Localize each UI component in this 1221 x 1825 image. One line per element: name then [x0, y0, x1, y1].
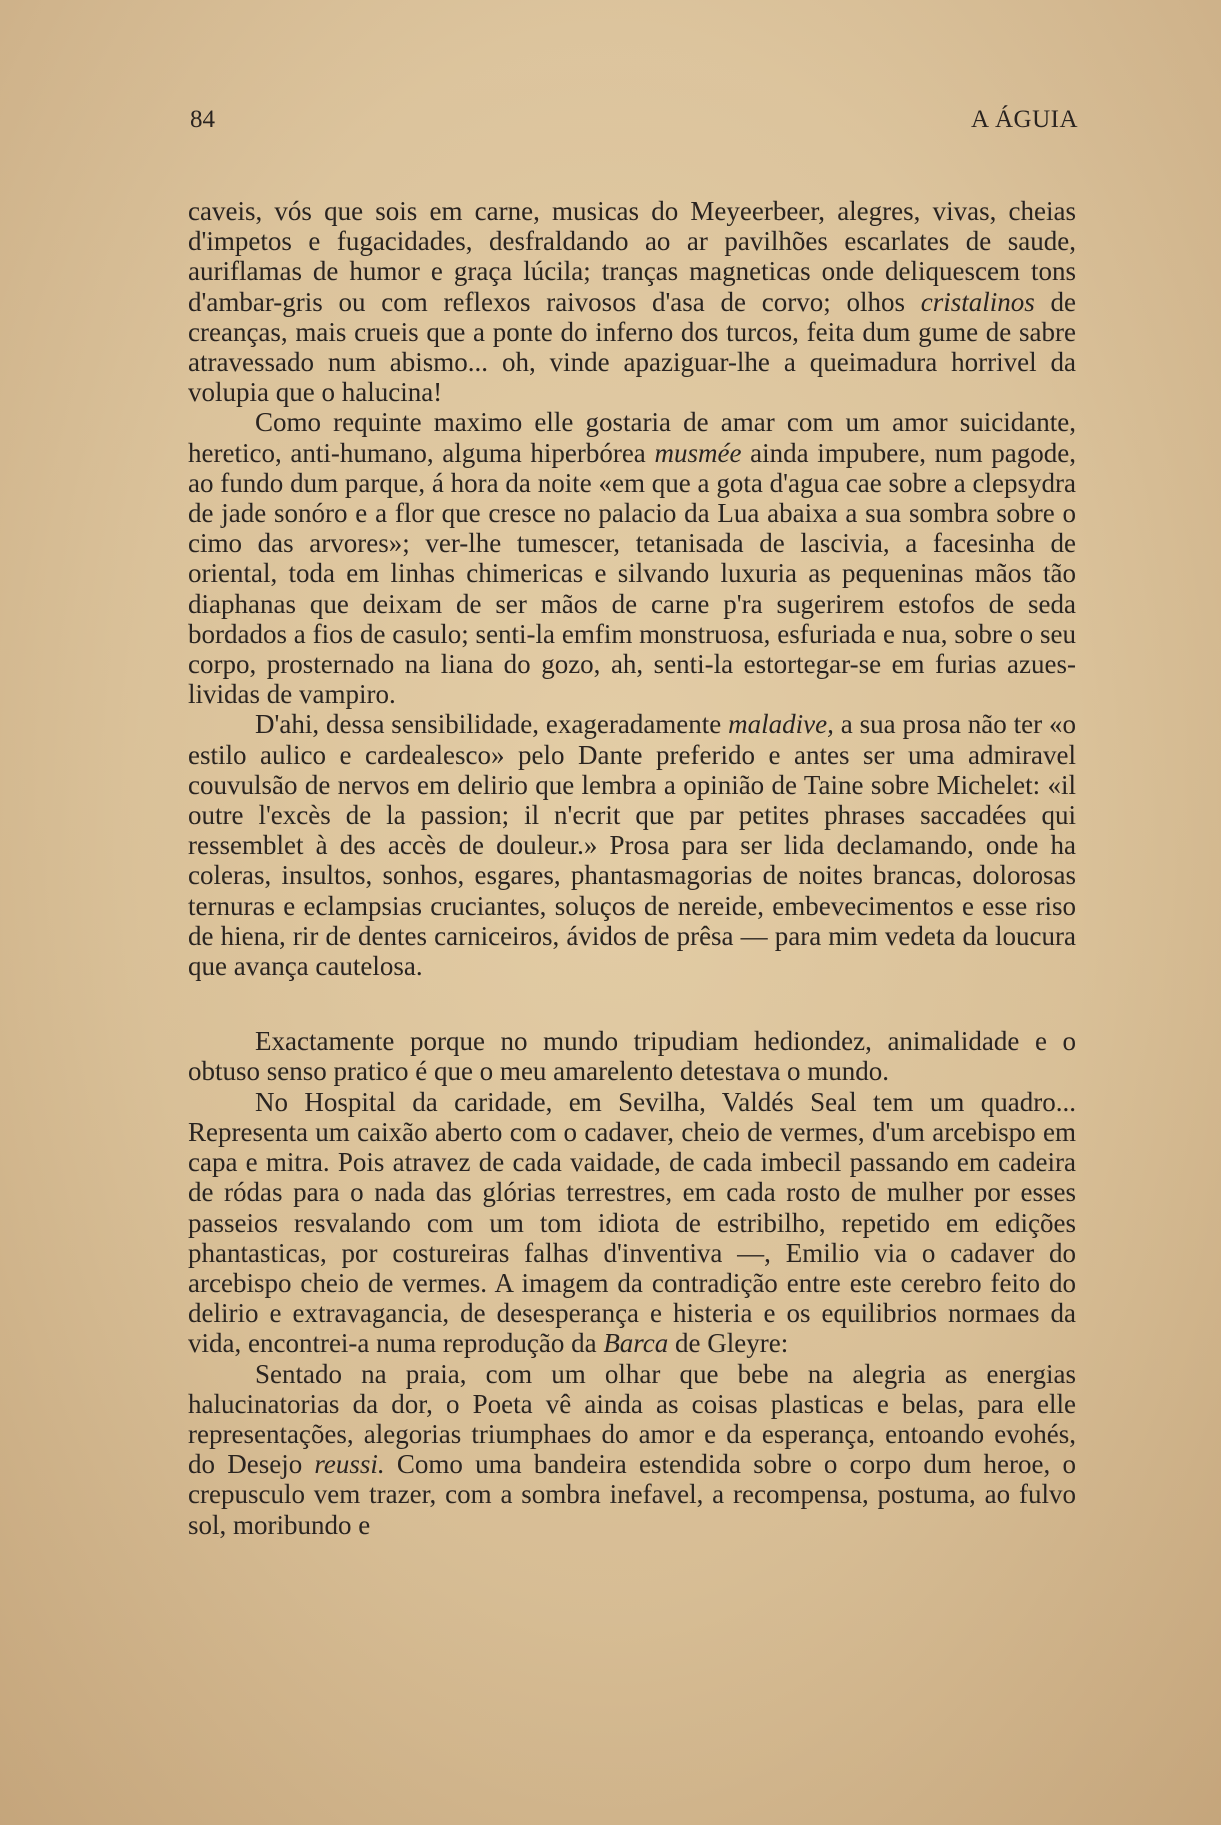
paragraph-3-text-a: D'ahi, dessa sensibilidade, exageradamente [255, 709, 729, 740]
paragraph-2-italic: musmée [654, 437, 742, 468]
paragraph-2 [188, 407, 1076, 709]
paragraph-2-text-b: ainda impubere, num pagode, ao fundo dum parque, á hora da noite «em que a gota d'agua cae sobre a clepsydra de jade sonóro e a flor que cresce no palacio da Lua abaixa a sua sombra sobre o cimo das arvores»; ver-lhe tumescer, tetanisada de lascivia, a facesinha de oriental, toda em linhas chimericas e silvando luxuria as pequeninas mãos tão diaphanas que deixam de ser mãos de carne p'ra sugerirem estofos de seda bordados a fios de casulo; senti-la emfim monstruosa, esfuriada e nua, sobre o seu corpo, prosternado na liana do gozo, ah, senti-la estortegar-se em furias azues-lividas de vampiro. [188, 437, 1076, 710]
paragraph-1-text-b: de creanças, mais crueis que a ponte do inferno dos turcos, feita dum gume de sabre atravessado num abismo... oh, vinde apaziguar-lhe a queimadura horrivel da volupia que o halucina! [188, 286, 1076, 408]
page-number: 84 [190, 106, 215, 133]
paragraph-3-text-b: a sua prosa não ter «o estilo aulico e cardealesco» pelo Dante preferido e antes ser uma admiravel couvulsão de nervos em delirio que lembra a opinião de Taine sobre Michelet: «il outre l'excès de la passion; il n'ecrit que par petites phrases saccadées qui ressemblet à des accès de douleur.» Prosa para ser lida declamando, onde ha coleras, insultos, sonhos, esgares, phantasmagorias de noites brancas, dolorosas ternuras e eclampsias cruciantes, soluços de nereide, embevecimentos e esse riso de hiena, rir de dentes carniceiros, ávidos de prêsa — para mim vedeta da loucura que avança cautelosa. [188, 709, 1077, 982]
paragraph-3 [188, 709, 1076, 981]
paragraph-6-text-b: Como uma bandeira estendida sobre o corpo dum heroe, o crepusculo vem trazer, com a sombra inefavel, a recompensa, postuma, ao fulvo sol, moribundo e [188, 1449, 1076, 1540]
paragraph-5-italic: Barca [603, 1328, 669, 1359]
paragraph-5 [188, 1087, 1076, 1359]
paragraph-1 [188, 196, 1076, 407]
paragraph-1-italic: cristalinos [920, 286, 1035, 317]
paragraph-6-text-a: Sentado na praia, com um olhar que bebe na alegria as energias halucinatorias da dor, o Poeta vê ainda as coisas plasticas e belas, para elle representações, alegorias triumphaes do amor e da esperança, entoando evohés, do Desejo [188, 1358, 1076, 1480]
paragraph-5-text-b: de Gleyre: [668, 1328, 789, 1359]
paragraph-6-italic: reussi. [314, 1449, 385, 1480]
running-title: A ÁGUIA [971, 106, 1078, 133]
paragraph-6 [188, 1359, 1076, 1540]
paragraph-4-text: Exactamente porque no mundo tripudiam hediondez, animalidade e o obtuso senso pratico é que o meu amarelento detestava o mundo. [188, 1026, 1076, 1087]
paragraph-4 [188, 1026, 1076, 1086]
paragraph-2-text-a: Como requinte maximo elle gostaria de amar com um amor suicidante, heretico, anti-humano, alguma hiperbórea [188, 407, 1076, 468]
paragraph-5-text-a: No Hospital da caridade, em Sevilha, Valdés Seal tem um quadro... Representa um caixão aberto com o cadaver, cheio de vermes, d'um arcebispo em capa e mitra. Pois atravez de cada vaidade, de cada imbecil passando em cadeira de ródas para o nada das glórias terrestres, em cada rosto de mulher por esses passeios resvalando com um tom idiota de estribilho, repetido em edições phantasticas, por costureiras falhas d'inventiva —, Emilio via o cadaver do arcebispo cheio de vermes. A imagem da contradição entre este cerebro feito do delirio e extravagancia, de desesperança e histeria e os equilibrios normaes da vida, encontrei-a numa reprodução da [188, 1086, 1076, 1359]
body-text [188, 196, 1076, 1540]
paragraph-1-text-a: caveis, vós que sois em carne, musicas do Meyeerbeer, alegres, vivas, cheias d'impetos e fugacidades, desfraldando ao ar pavilhões escarlates de saude, auriflamas de humor e graça lúcila; tranças magneticas onde deliquescem tons d'ambar-gris ou com reflexos raivosos d'asa de corvo; olhos [188, 196, 1076, 317]
paragraph-3-italic: maladive, [728, 709, 834, 740]
page-header [190, 106, 1078, 138]
